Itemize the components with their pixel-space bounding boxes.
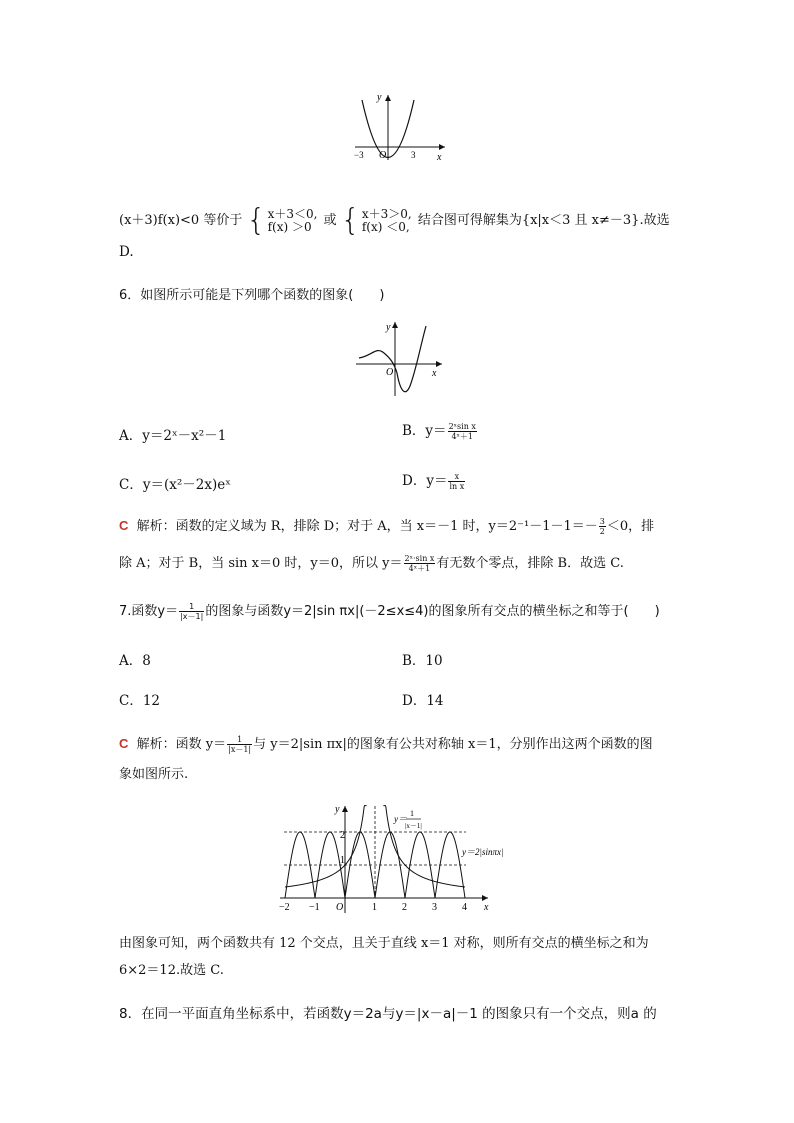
brace-icon: {	[246, 203, 266, 238]
y-axis-label: y	[377, 92, 382, 103]
x-axis-label: x	[437, 152, 442, 163]
reciprocal-branch-1	[285, 806, 367, 887]
p5-line1	[119, 203, 670, 238]
q7-answer-line1: C 解析：函数 y＝ $\frac{1}{|x-1|}$ 与 y＝2|sin πx|的图象有公共对称轴 x＝1，分别作出这两个函数的图	[119, 735, 653, 754]
q8-stem: 8．在同一平面直角坐标系中，若函数y＝2a与y＝|x－a|－1 的图象只有一个交点，则a 的	[119, 1006, 657, 1022]
tick-neg3: −3	[354, 150, 364, 160]
q7-conclusion-line1: 由图象可知，两个函数共有 12 个交点，且关于直线 x＝1 对称，则所有交点的横坐标之和为	[119, 936, 649, 951]
y-axis-label: y	[386, 322, 391, 333]
q7-conclusion-line2: 6×2＝12.故选 C.	[119, 963, 224, 978]
x-tick-1: 1	[372, 902, 377, 913]
q6-stem: 6．如图所示可能是下列哪个函数的图象( )	[119, 288, 385, 303]
figure-q7	[278, 800, 504, 915]
p5-pre: (x＋3)f(x)<0 等价于	[119, 213, 243, 228]
q7-option-d: D．14	[402, 693, 444, 709]
brace-icon: {	[340, 203, 360, 238]
figure-q6	[354, 318, 444, 398]
p5-case1: x＋3＜0, f(x) ＞0	[267, 206, 318, 234]
q7-option-a: A．8	[119, 653, 151, 669]
x-tick--2: −2	[279, 902, 290, 913]
tick-3: 3	[411, 150, 416, 160]
curve2-label: y＝2|sinπx|	[462, 847, 504, 857]
x-axis-label: x	[432, 368, 437, 379]
x-axis-label: x	[484, 902, 489, 913]
x-tick-2: 2	[402, 902, 407, 913]
y-axis-label: y	[335, 804, 340, 815]
q6-option-b: B．y＝ $\frac{\text{2ˣsin x}}{\text{4ˣ＋1}}$	[402, 422, 476, 441]
y-tick-1: 1	[340, 855, 345, 866]
origin-label: O	[336, 902, 344, 913]
x-tick-4: 4	[462, 902, 467, 913]
x-tick--1: −1	[309, 902, 320, 913]
q6-option-a: A．y＝2ˣ－x²－1	[119, 428, 227, 444]
figure-parabola	[350, 90, 450, 162]
q7-option-b: B．10	[402, 653, 443, 669]
q7-stem: 7.函数y＝ $\frac{1}{|x-1|}$ 的图象与函数y＝2|sin πx|(－2≤x≤4)的图象所有交点的横坐标之和等于( )	[119, 602, 660, 621]
p5-or: 或	[323, 213, 337, 228]
p5-post: 结合图可得解集为{x|x＜3 且 x≠－3}.故选	[417, 213, 670, 228]
answer-letter: C	[119, 736, 129, 751]
origin-label: O	[379, 150, 387, 161]
curve1-label-num: 1	[410, 809, 414, 818]
q6-answer-line1: C 解析：函数的定义域为 R，排除 D；对于 A，当 x＝－1 时，y＝2⁻¹－1－1＝－ $\frac{3}{2}$ ＜0，排	[119, 517, 655, 536]
q6-option-d: D．y＝ $\frac{x}{\text{ln x}}$	[402, 472, 465, 491]
answer-letter: C	[119, 518, 129, 533]
q6-answer-line2: 除 A；对于 B，当 sin x＝0 时，y＝0，所以 y＝ $\frac{\text{2ˣ·sin x}}{\text{4ˣ＋1}}$ 有无数个零点，排除 B．故选 C.	[119, 554, 624, 573]
q6-option-c: C．y＝(x²－2x)eˣ	[119, 477, 231, 493]
x-tick-3: 3	[432, 902, 437, 913]
curve1-label-pre: y＝	[394, 814, 407, 824]
p5-case2: x＋3＞0, f(x) ＜0,	[361, 206, 412, 234]
q7-option-c: C．12	[119, 693, 161, 709]
curve1-label-den: |x－1|	[405, 822, 422, 830]
origin-label: O	[386, 367, 394, 378]
y-tick-2: 2	[340, 830, 345, 841]
q7-answer-line2: 象如图所示.	[119, 767, 189, 782]
p5-line2: D.	[119, 244, 134, 260]
